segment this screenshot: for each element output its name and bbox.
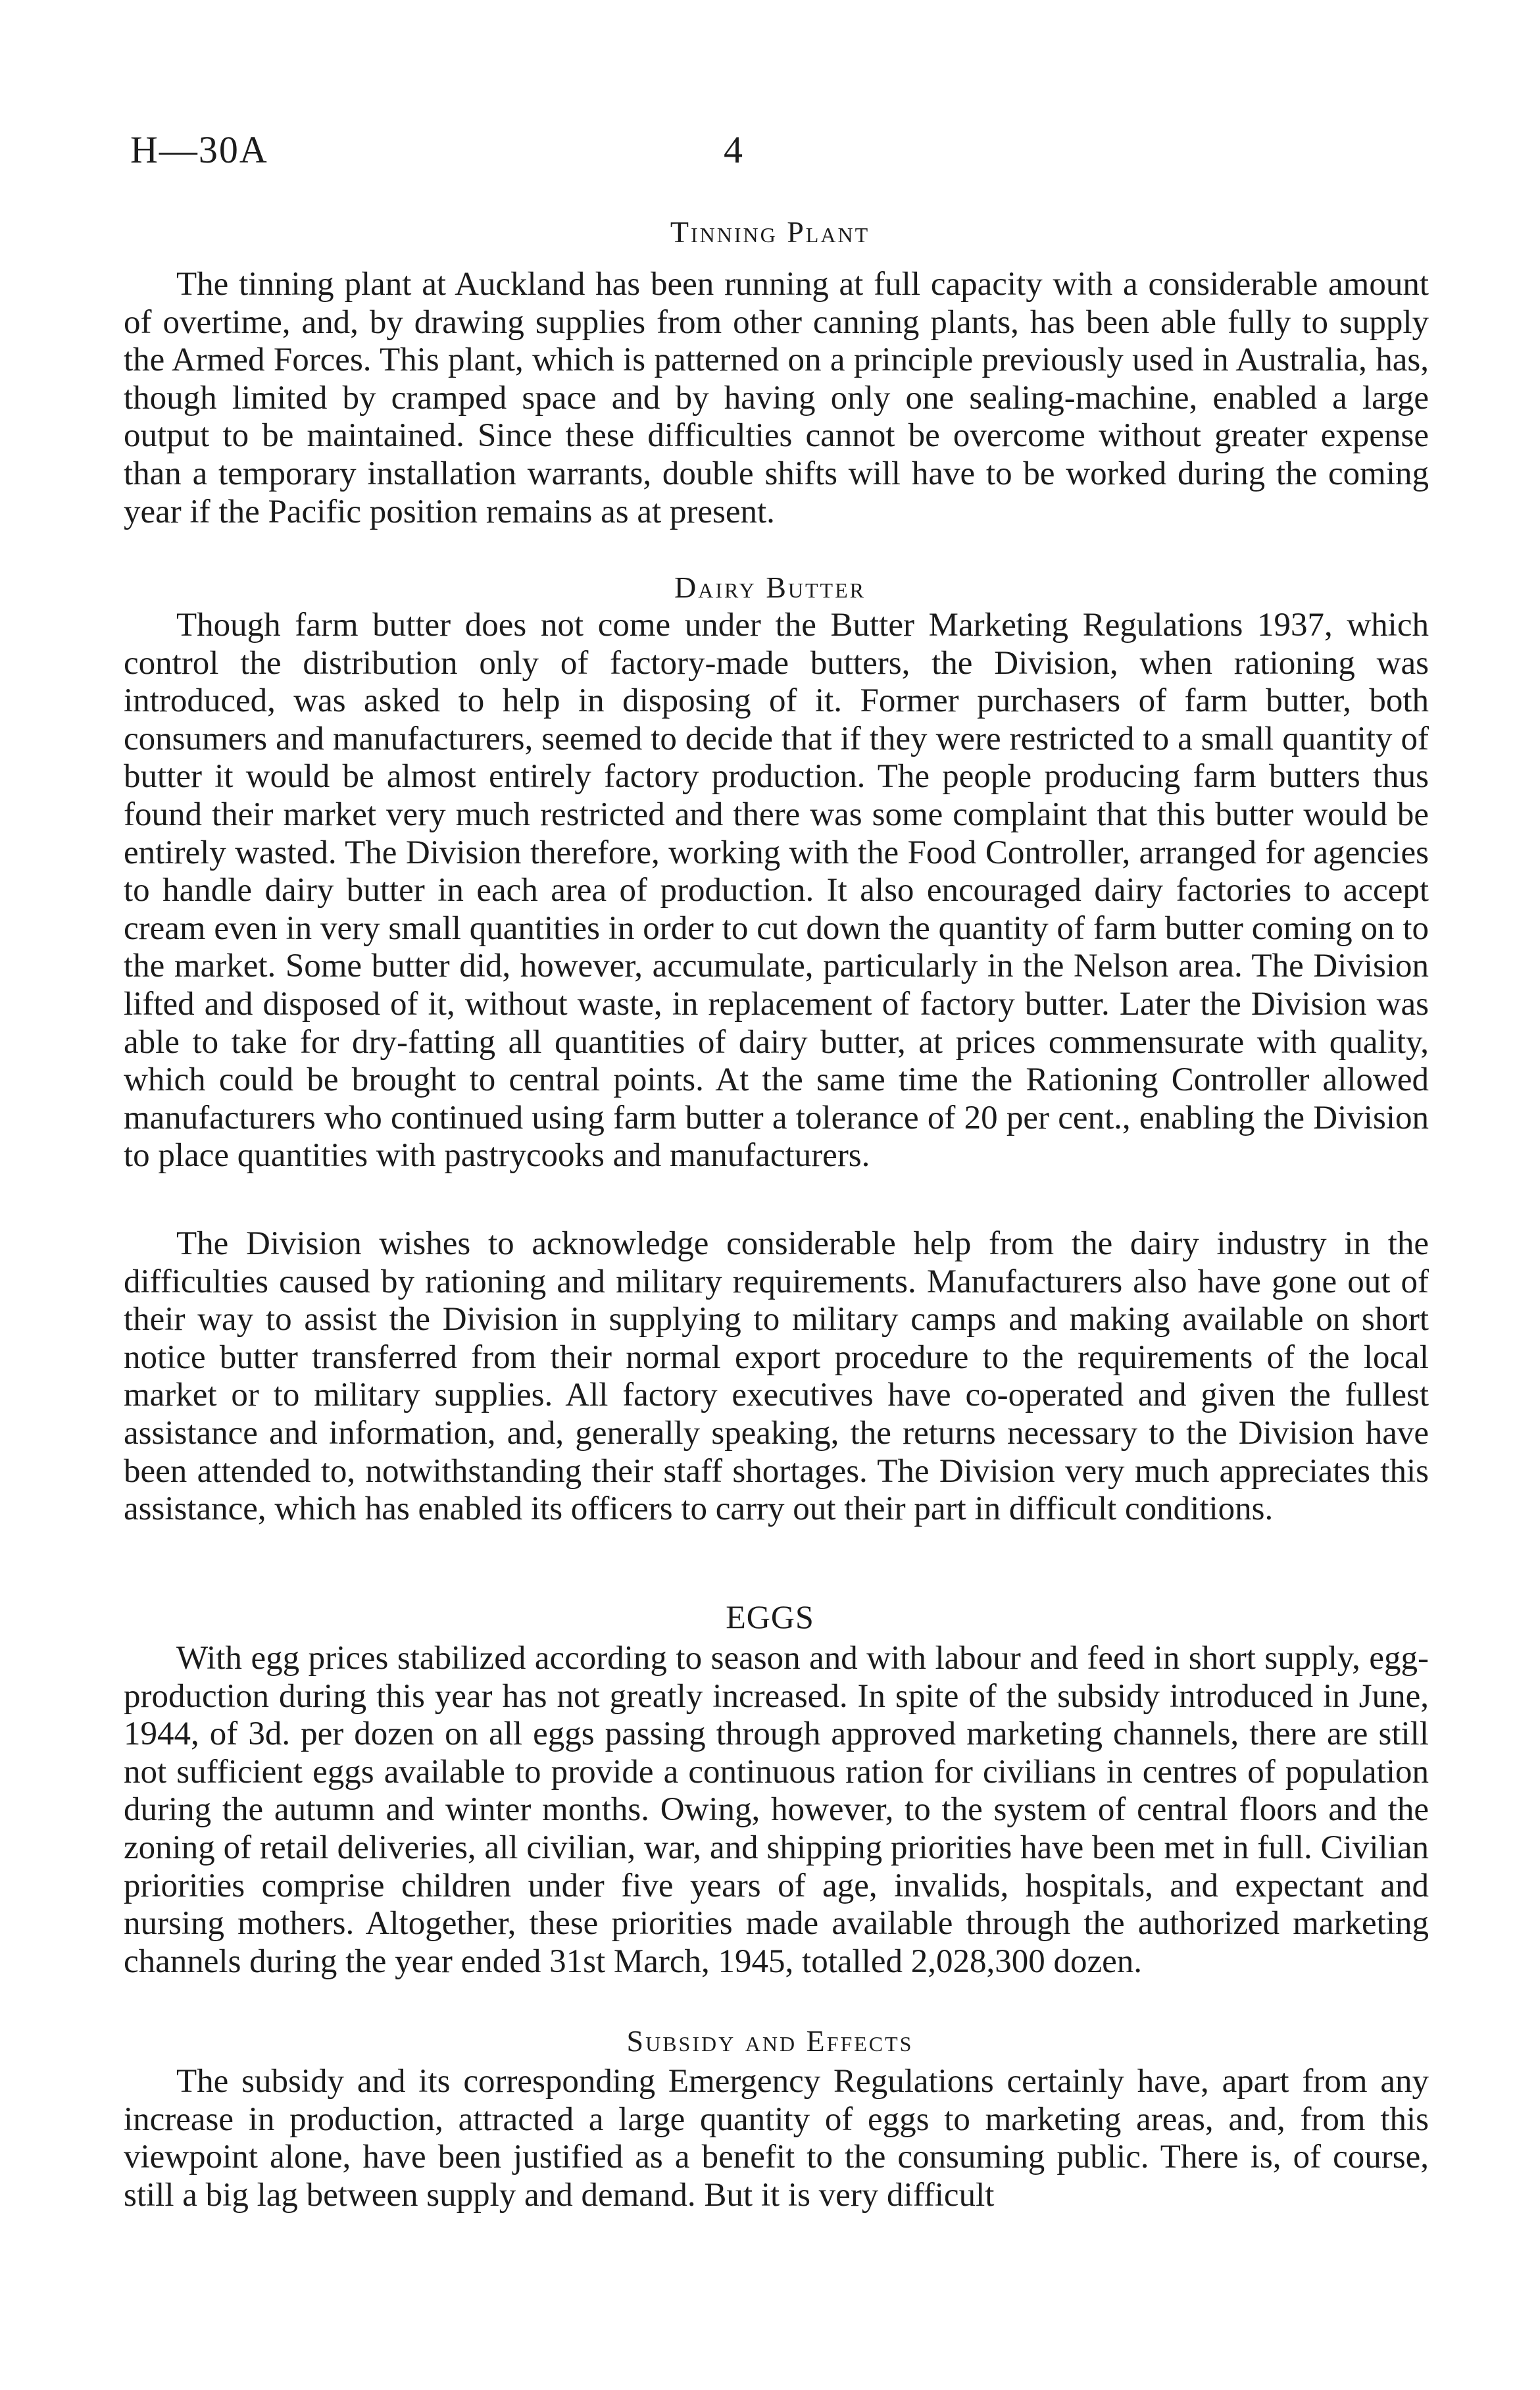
section-heading-eggs: EGGS [726, 1598, 814, 1635]
page-number: 4 [724, 128, 743, 171]
section-heading-subsidy-effects: Subsidy and Effects [626, 2024, 914, 2058]
paragraph-tinning-plant: The tinning plant at Auckland has been running at full capacity with a considerable amount of overtime, and, by drawing supplies from other canning plants, has been able fully to supply the Armed Forces. This plant, which is patterned on a principle previously used in Australia, has, though limited by cramped space and by having only one sealing-machine, enabled a large output to be maintained. Since these difficulties cannot be overcome without greater expense than a temporary installation warrants, double shifts will have to be worked during the coming year if the Pacific position remains as at present. [124, 266, 1429, 530]
paragraph-dairy-butter-2: The Division wishes to acknowledge considerable help from the dairy industry in the difficulties caused by rationing and military requirements. Manufacturers also have gone out of their way to assist the Division in supplying to military camps and making available on short notice butter transferred from their normal export procedure to the requirements of the local market or to military supplies. All factory executives have co-operated and given the fullest assistance and information, and, generally speaking, the returns necessary to the Division have been attended to, notwithstanding their staff shortages. The Division very much appreciates this assistance, which has enabled its officers to carry out their part in difficult conditions. [124, 1225, 1429, 1528]
paragraph-subsidy-effects: The subsidy and its corresponding Emergency Regulations certainly have, apart from any increase in production, attracted a large quantity of eggs to marketing areas, and, from this viewpoint alone, have been justified as a benefit to the consuming public. There is, of course, still a big lag between supply and demand. But it is very difficult [124, 2063, 1429, 2214]
paragraph-dairy-butter-1: Though farm butter does not come under the Butter Marketing Regulations 1937, which control the distribution only of factory-made butters, the Division, when rationing was introduced, was asked to help in disposing of it. Former purchasers of farm butter, both consumers and manufacturers, seemed to decide that if they were restricted to a small quantity of butter it would be almost entirely factory production. The people producing farm butters thus found their market very much restricted and there was some complaint that this butter would be entirely wasted. The Division therefore, working with the Food Controller, arranged for agencies to handle dairy butter in each area of production. It also encouraged dairy factories to accept cream even in very small quantities in order to cut down the quantity of farm butter coming on to the market. Some butter did, however, accumulate, particularly in the Nelson area. The Division lifted and disposed of it, without waste, in replacement of factory butter. Later the Division was able to take for dry-fatting all quantities of dairy butter, at prices commensurate with quality, which could be brought to central points. At the same time the Rationing Controller allowed manufacturers who continued using farm butter a tolerance of 20 per cent., enabling the Division to place quantities with pastrycooks and manufacturers. [124, 607, 1429, 1175]
section-heading-tinning-plant: Tinning Plant [670, 215, 870, 249]
section-heading-dairy-butter: Dairy Butter [674, 571, 866, 604]
paragraph-eggs: With egg prices stabilized according to season and with labour and feed in short supply, egg-production during this year has not greatly increased. In spite of the subsidy introduced in June, 1944, of 3d. per dozen on all eggs passing through approved marketing channels, there are still not sufficient eggs available to provide a continuous ration for civilians in centres of population during the autumn and winter months. Owing, however, to the system of central floors and the zoning of retail deliveries, all civilian, war, and shipping priorities have been met in full. Civilian priorities comprise children under five years of age, invalids, hospitals, and expectant and nursing mothers. Altogether, these priorities made available through the authorized marketing channels during the year ended 31st March, 1945, totalled 2,028,300 dozen. [124, 1640, 1429, 1980]
page-id: H—30A [130, 128, 268, 171]
